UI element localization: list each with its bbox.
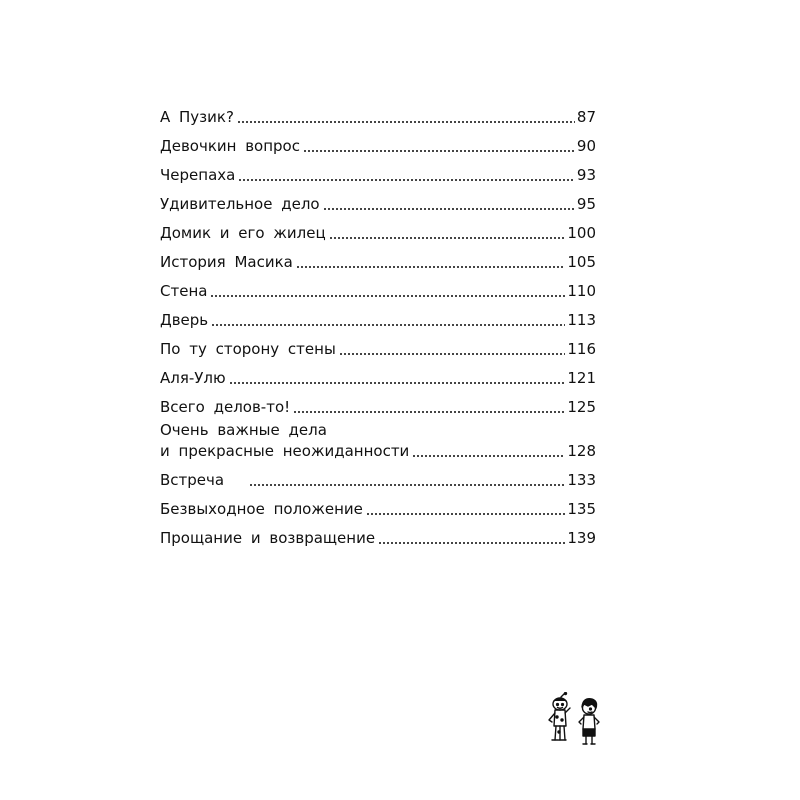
- toc-entry-title: Удивительное дело: [160, 195, 320, 213]
- toc-entry-page: 100: [567, 224, 596, 242]
- toc-entry-title: А Пузик?: [160, 108, 234, 126]
- toc-entry-page: 139: [567, 529, 596, 547]
- toc-entry: [160, 242, 596, 271]
- toc-entry: [160, 184, 596, 213]
- toc-entry-page: 93: [576, 166, 596, 184]
- toc-leader-dots: [249, 484, 565, 486]
- toc-entry-title: Дверь: [160, 311, 209, 329]
- toc-entry: [160, 489, 596, 518]
- toc-entry-page: 116: [567, 340, 596, 358]
- toc-leader-dots: [211, 324, 565, 326]
- toc-entry-title: По ту сторону стены: [160, 340, 336, 358]
- toc-entry: [160, 126, 596, 155]
- toc-leader-dots: [229, 382, 566, 384]
- toc-leader-dots: [237, 121, 575, 123]
- toc-entry-page: 90: [576, 137, 596, 155]
- toc-entry-page: 133: [567, 471, 596, 489]
- toc-entry-title: Черепаха: [160, 166, 236, 184]
- toc-leader-dots: [238, 179, 575, 181]
- toc-entry: [160, 300, 596, 329]
- toc-entry-title: Безвыходное положение: [160, 500, 363, 518]
- toc-entry-title: Встреча: [160, 471, 225, 489]
- toc-entry-page: 105: [567, 253, 596, 271]
- toc-entry-page: 113: [567, 311, 596, 329]
- toc-entry: [160, 155, 596, 184]
- toc-entry: [160, 213, 596, 242]
- toc-entry: [160, 387, 596, 416]
- toc-entry-title: Домик и его жилец: [160, 224, 326, 242]
- toc-entry-title-line1: Очень важные дела: [160, 421, 327, 439]
- toc-leader-dots: [366, 513, 565, 515]
- toc-entry-title: Стена: [160, 282, 208, 300]
- toc-entry-page: 87: [576, 108, 596, 126]
- toc-leader-dots: [378, 542, 565, 544]
- toc-entry-title: Девочкин вопрос: [160, 137, 300, 155]
- toc-entry-page: 125: [567, 398, 596, 416]
- toc-entry: [160, 416, 596, 460]
- toc-entry: [160, 329, 596, 358]
- toc-entry-page: 121: [567, 369, 596, 387]
- toc-entry: [160, 271, 596, 300]
- toc-leader-dots: [323, 208, 575, 210]
- toc-entry-title: Всего делов-то!: [160, 398, 291, 416]
- toc-entry-page: 135: [567, 500, 596, 518]
- toc-leader-dots: [210, 295, 565, 297]
- toc-entry-page: 110: [567, 282, 596, 300]
- toc-entry-title-line2: и прекрасные неожиданности: [160, 442, 410, 460]
- toc-leader-dots: [296, 266, 566, 268]
- toc-leader-dots: [303, 150, 575, 152]
- toc-leader-dots: [412, 455, 565, 457]
- toc-entry-title: Аля-Улю: [160, 369, 226, 387]
- toc-leader-dots: [293, 411, 565, 413]
- toc-entry-title: История Масика: [160, 253, 293, 271]
- table-of-contents: [160, 97, 596, 547]
- toc-entry-page: 95: [576, 195, 596, 213]
- toc-entry-page: 128: [567, 442, 596, 460]
- toc-entry: [160, 358, 596, 387]
- toc-entry: [160, 518, 596, 547]
- toc-entry: [160, 460, 596, 489]
- toc-entry-title: Прощание и возвращение: [160, 529, 376, 547]
- toc-leader-dots: [339, 353, 566, 355]
- toc-entry: [160, 97, 596, 126]
- toc-leader-dots: [329, 237, 566, 239]
- two-children-icon: [546, 692, 608, 752]
